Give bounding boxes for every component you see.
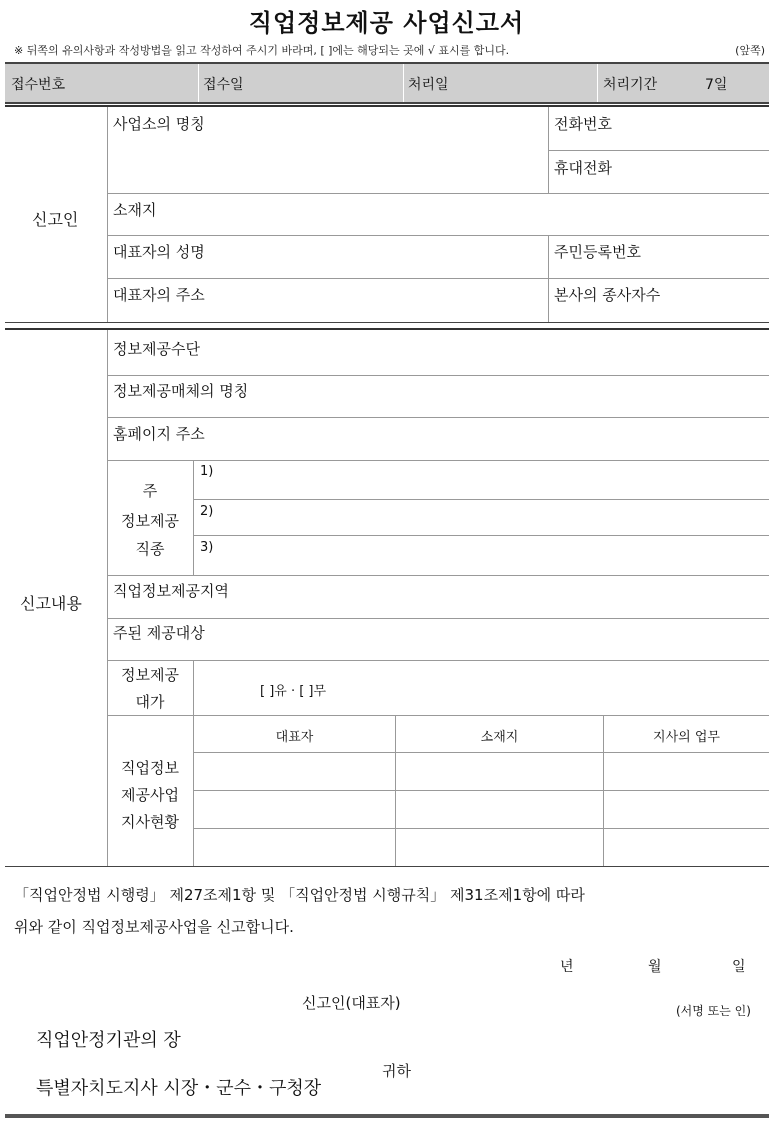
employees-label: 본사의 종사자수 (554, 286, 661, 304)
section-border (5, 328, 769, 330)
recipient-honorific: 귀하 (382, 1062, 411, 1080)
branch-label-line2: 제공사업 (121, 786, 179, 804)
rep-name-label: 대표자의 성명 (113, 243, 205, 261)
region-label: 직업정보제공지역 (113, 582, 229, 600)
jobtype-label-line2: 정보제공 (121, 512, 179, 530)
content-section-label: 신고내용 (20, 594, 82, 613)
media-name-label: 정보제공매체의 명칭 (113, 382, 249, 400)
divider (597, 64, 598, 102)
signature-mark-label: (서명 또는 인) (676, 1004, 751, 1018)
address-label: 소재지 (113, 201, 157, 219)
row-divider (193, 752, 769, 753)
declaration-line1: 「직업안정법 시행령」 제27조제1항 및 「직업안정법 시행규칙」 제31조제1항에 따라 (14, 886, 585, 904)
target-label: 주된 제공대상 (113, 624, 205, 642)
divider (403, 64, 404, 102)
reporter-signature-label: 신고인(대표자) (302, 994, 401, 1012)
row-divider (107, 715, 769, 716)
row-divider (107, 375, 769, 376)
row-divider (107, 417, 769, 418)
row-divider (107, 660, 769, 661)
branch-label-line1: 직업정보 (121, 759, 179, 777)
row-divider (107, 575, 769, 576)
jobtype-item: 2) (200, 504, 214, 519)
reporter-section-label: 신고인 (32, 210, 79, 229)
row-divider (107, 460, 769, 461)
processing-period-value: 7일 (705, 77, 728, 93)
fee-label-line1: 정보제공 (121, 666, 179, 684)
declaration-line2: 위와 같이 직업정보제공사업을 신고합니다. (14, 918, 294, 936)
receipt-date-label: 접수일 (203, 77, 244, 93)
recipient-line1: 직업안정기관의 장 (36, 1030, 181, 1051)
branch-header-duty: 지사의 업무 (653, 730, 720, 745)
row-divider (193, 828, 769, 829)
branch-label-line3: 지사현황 (121, 813, 179, 831)
instruction-notice: ※ 뒤쪽의 유의사항과 작성방법을 읽고 작성하여 주시기 바라며, [ ]에는 해당되는 곳에 √ 표시를 합니다. (14, 44, 510, 57)
footer-border (5, 1114, 769, 1118)
date-day-label: 일 (732, 959, 746, 975)
mobile-label: 휴대전화 (554, 159, 612, 177)
section-divider (107, 107, 108, 322)
section-border (5, 105, 769, 107)
rrn-label: 주민등록번호 (554, 243, 641, 261)
receipt-number-label: 접수번호 (11, 77, 66, 93)
business-name-label: 사업소의 명칭 (113, 115, 205, 133)
row-divider (107, 193, 769, 194)
branch-header-address: 소재지 (480, 730, 519, 745)
means-label: 정보제공수단 (113, 340, 200, 358)
date-month-label: 월 (648, 959, 662, 975)
page-side-label: (앞쪽) (735, 44, 765, 57)
date-year-label: 년 (560, 959, 574, 975)
rep-address-label: 대표자의 주소 (113, 286, 205, 304)
row-divider (107, 278, 769, 279)
phone-label: 전화번호 (554, 115, 612, 133)
divider (193, 460, 194, 575)
receipt-bar (5, 62, 769, 104)
fee-checkbox-options[interactable]: [ ]유 · [ ]무 (260, 684, 327, 699)
form-title: 직업정보제공 사업신고서 (248, 9, 525, 37)
row-divider (193, 499, 769, 500)
divider (193, 660, 194, 866)
fee-label-line2: 대가 (135, 693, 165, 711)
jobtype-item: 3) (200, 540, 214, 555)
branch-header-rep: 대표자 (275, 730, 314, 745)
jobtype-item: 1) (200, 464, 214, 479)
row-divider (548, 150, 769, 151)
row-divider (193, 535, 769, 536)
row-divider (193, 790, 769, 791)
row-divider (107, 618, 769, 619)
processed-date-label: 처리일 (408, 77, 449, 93)
jobtype-label-line3: 직종 (135, 540, 165, 558)
section-border (5, 866, 769, 867)
divider (198, 64, 199, 102)
recipient-line2: 특별자치도지사 시장・군수・구청장 (36, 1078, 322, 1099)
row-divider (107, 235, 769, 236)
homepage-label: 홈페이지 주소 (113, 425, 205, 443)
jobtype-label-line1: 주 (142, 482, 158, 500)
processing-period-label: 처리기간 (603, 77, 658, 93)
section-border (5, 322, 769, 323)
